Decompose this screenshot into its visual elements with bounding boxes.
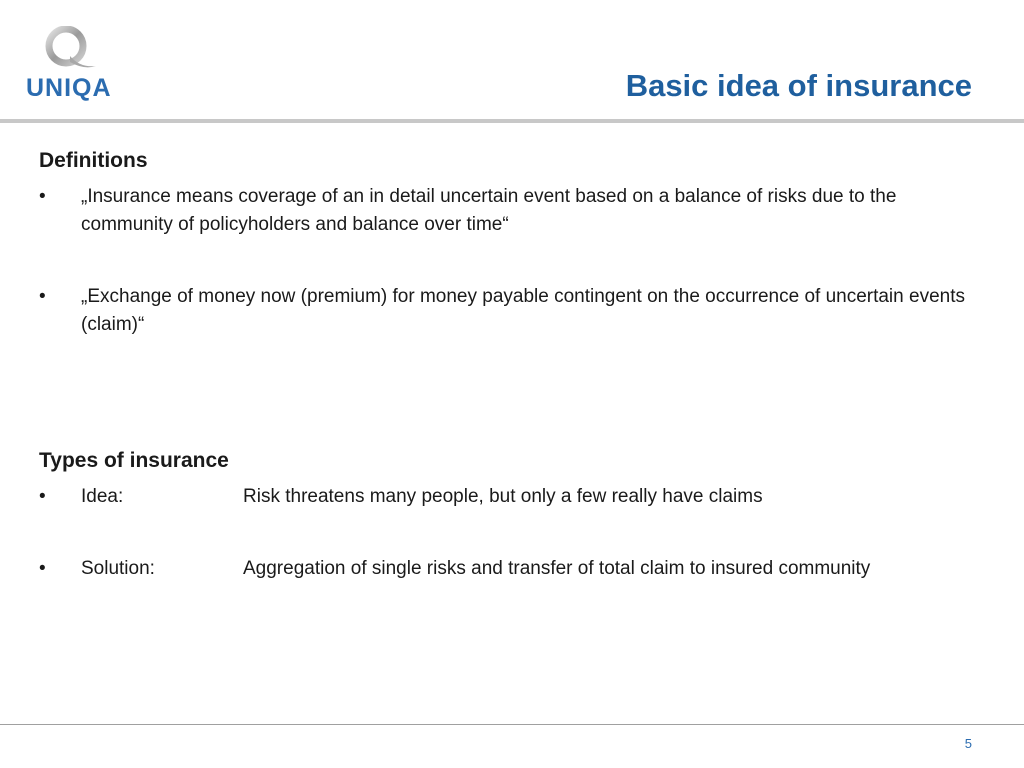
- definition-text: „Exchange of money now (premium) for money payable contingent on the occurrence of uncertain events (claim)“: [81, 286, 965, 335]
- definition-text: „Insurance means coverage of an in detail uncertain event based on a balance of risks due to the community of policyholders and balance over time“: [81, 186, 897, 235]
- type-label: Solution:: [81, 558, 155, 579]
- bullet-icon: •: [39, 286, 46, 307]
- definitions-heading: Definitions: [39, 149, 148, 172]
- bullet-icon: •: [39, 558, 46, 579]
- bullet-icon: •: [39, 486, 46, 507]
- uniqa-q-logo-icon: [40, 26, 100, 74]
- slide-title: Basic idea of insurance: [625, 68, 972, 103]
- type-text: Aggregation of single risks and transfer of total claim to insured community: [243, 558, 871, 579]
- types-heading: Types of insurance: [39, 449, 229, 472]
- types-section: [39, 447, 969, 583]
- footer-divider: [0, 724, 1024, 725]
- definition-item: [39, 183, 969, 239]
- bullet-icon: •: [39, 186, 46, 207]
- type-item: [39, 555, 969, 583]
- type-text: Risk threatens many people, but only a few really have claims: [243, 486, 763, 507]
- header-divider: [0, 119, 1024, 123]
- definitions-section: [39, 147, 969, 339]
- brand-name: UNIQA: [26, 74, 112, 102]
- page-number: 5: [964, 736, 972, 751]
- definition-item: [39, 283, 969, 339]
- uniqa-logo: [26, 26, 126, 104]
- type-label: Idea:: [81, 486, 124, 507]
- type-item: [39, 483, 969, 511]
- slide-content: [39, 147, 969, 579]
